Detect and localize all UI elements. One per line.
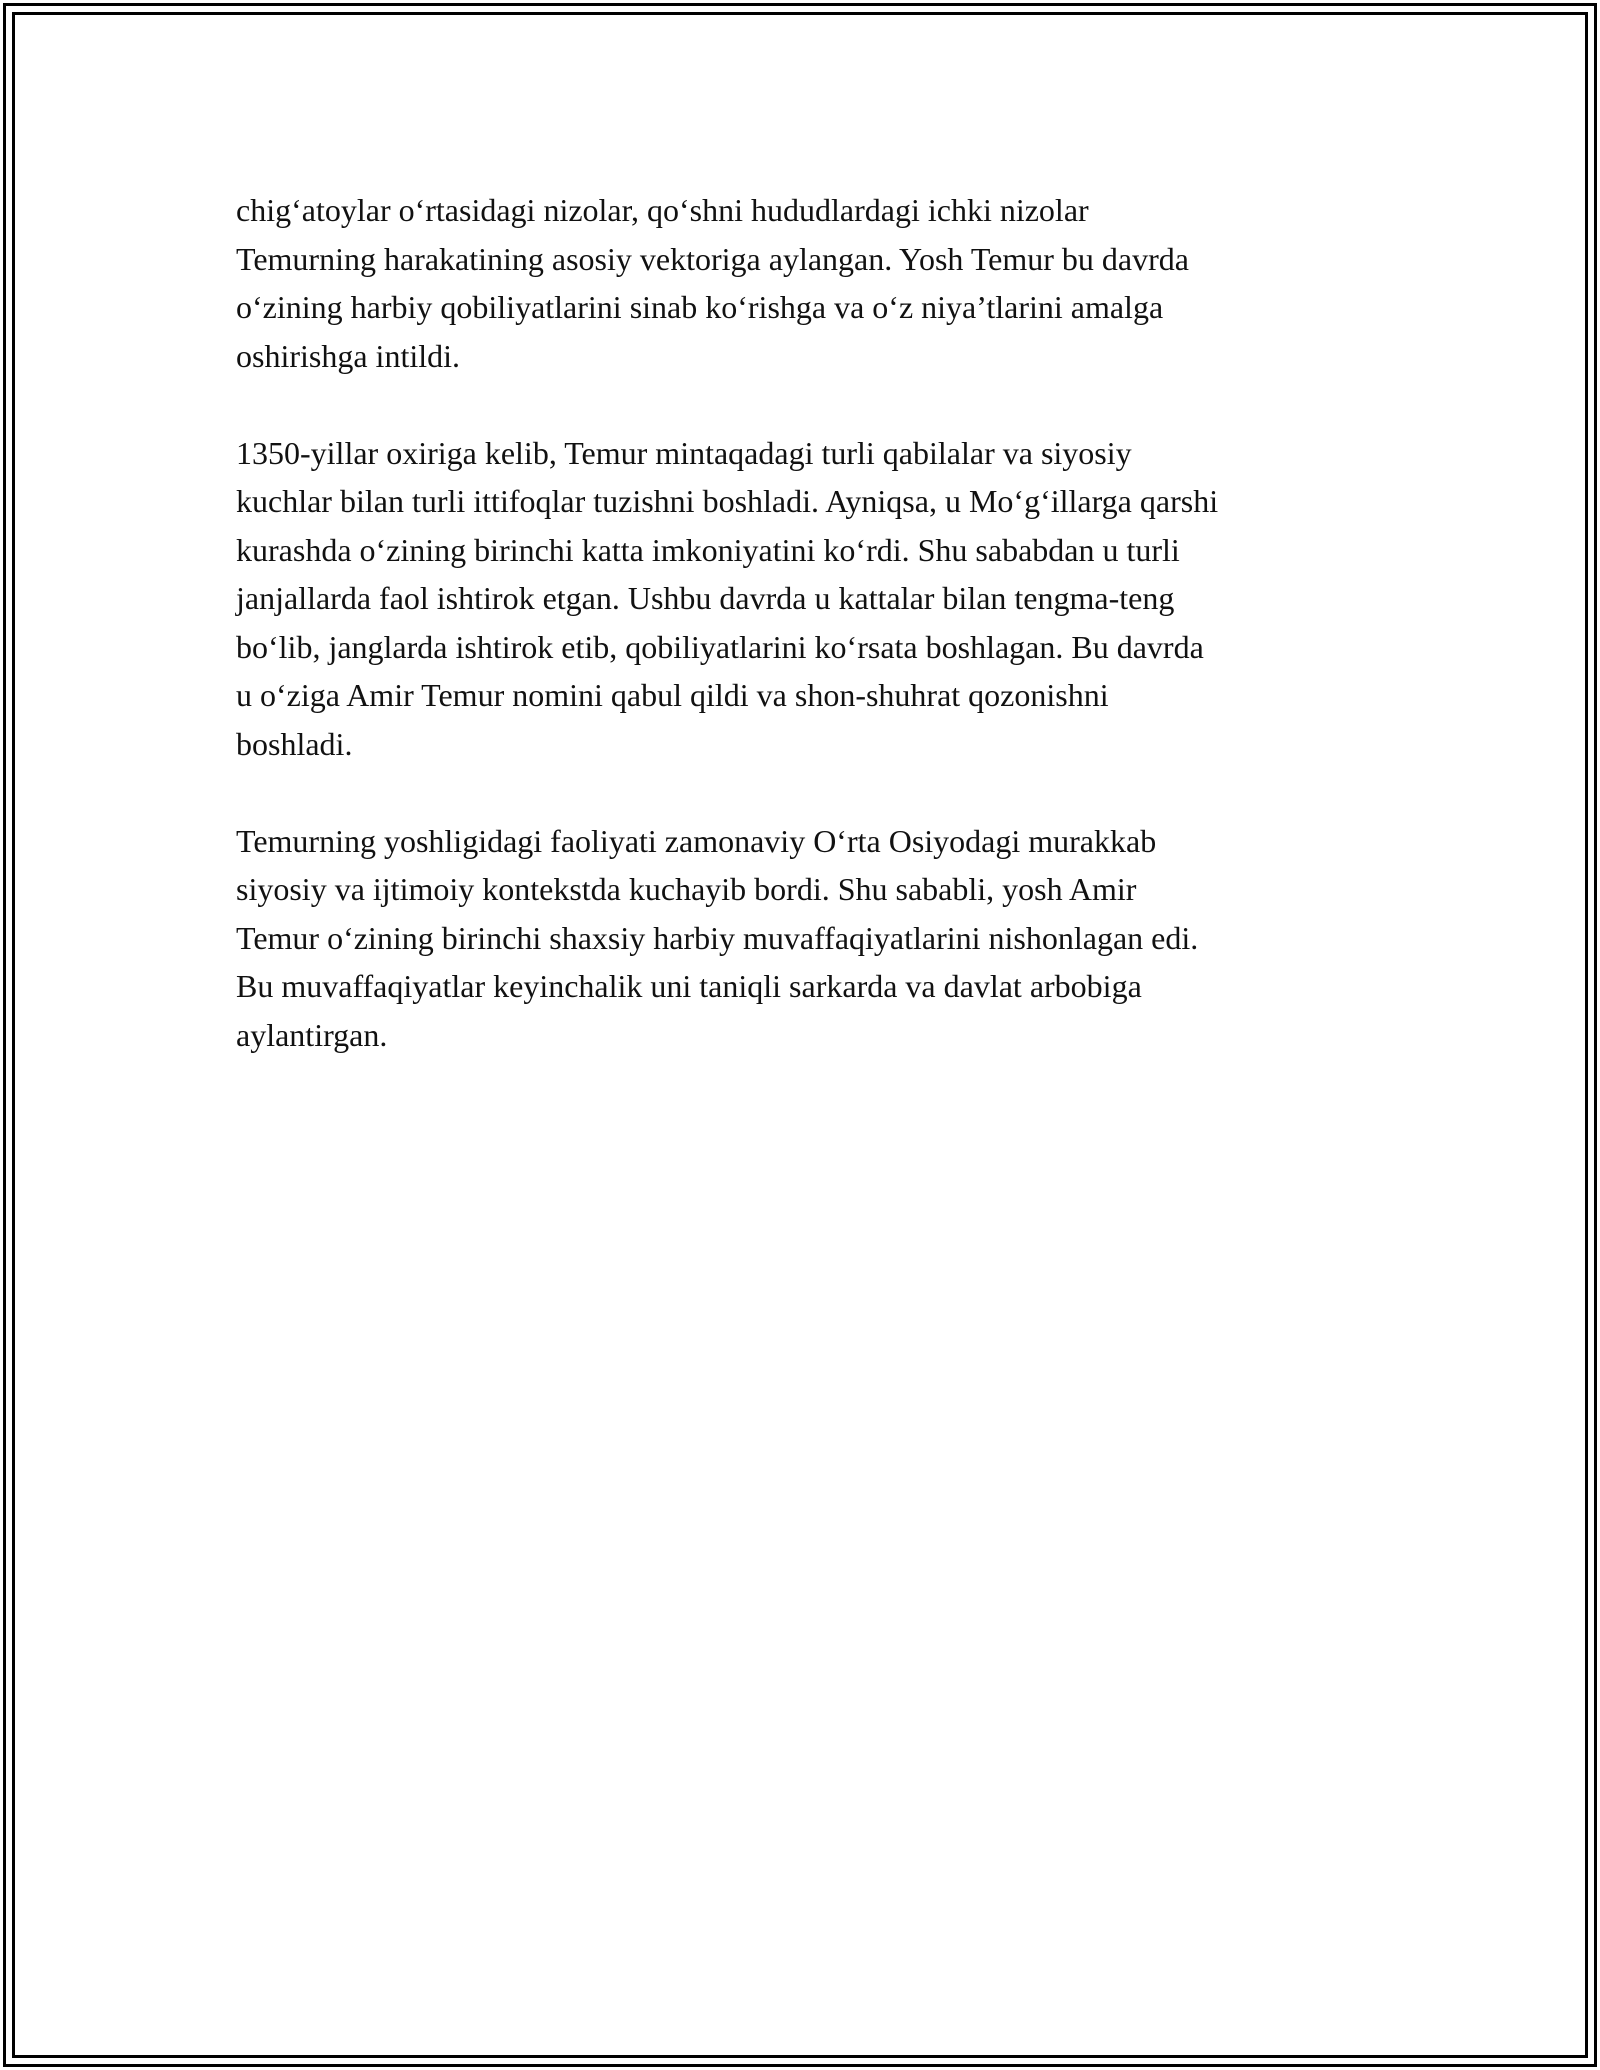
text-line: Temurning harakatining asosiy vektoriga aylangan. Yosh Temur bu davrda	[236, 240, 1189, 277]
text-line: Bu muvaffaqiyatlar keyinchalik uni taniqli sarkarda va davlat arbobiga	[236, 968, 1142, 1004]
text-line: u o‘ziga Amir Temur nomini qabul qildi va shon-shuhrat qozonishni	[236, 677, 1109, 713]
text-line: oshirishga intildi.	[236, 337, 460, 374]
text-line: aylantirgan.	[236, 1016, 388, 1053]
text-line: janjallarda faol ishtirok etgan. Ushbu davrda u kattalar bilan tengma-teng	[236, 580, 1175, 616]
paragraph-3	[236, 817, 1376, 1060]
text-line: kuchlar bilan turli ittifoqlar tuzishni boshladi. Ayniqsa, u Mo‘g‘illarga qarshi	[236, 483, 1219, 519]
text-line: chig‘atoylar o‘rtasidagi nizolar, qo‘shni hududlardagi ichki nizolar	[236, 192, 1089, 228]
text-line: boshladi.	[236, 725, 353, 762]
text-line: 1350-yillar oxiriga kelib, Temur mintaqadagi turli qabilalar va siyosiy	[236, 434, 1132, 471]
text-line: Temurning yoshligidagi faoliyati zamonaviy O‘rta Osiyodagi murakkab	[236, 822, 1157, 859]
text-line: bo‘lib, janglarda ishtirok etib, qobiliyatlarini ko‘rsata boshlagan. Bu davrda	[236, 628, 1204, 665]
document-body	[236, 186, 1376, 1108]
paragraph-1	[236, 186, 1376, 380]
text-line: kurashda o‘zining birinchi katta imkoniyatini ko‘rdi. Shu sababdan u turli	[236, 531, 1180, 568]
text-line: o‘zining harbiy qobiliyatlarini sinab ko‘rishga va o‘z niya’tlarini amalga	[236, 289, 1164, 325]
paragraph-2	[236, 429, 1376, 769]
text-line: siyosiy va ijtimoiy kontekstda kuchayib bordi. Shu sababli, yosh Amir	[236, 871, 1137, 907]
text-line: Temur o‘zining birinchi shaxsiy harbiy muvaffaqiyatlarini nishonlagan edi.	[236, 919, 1199, 956]
